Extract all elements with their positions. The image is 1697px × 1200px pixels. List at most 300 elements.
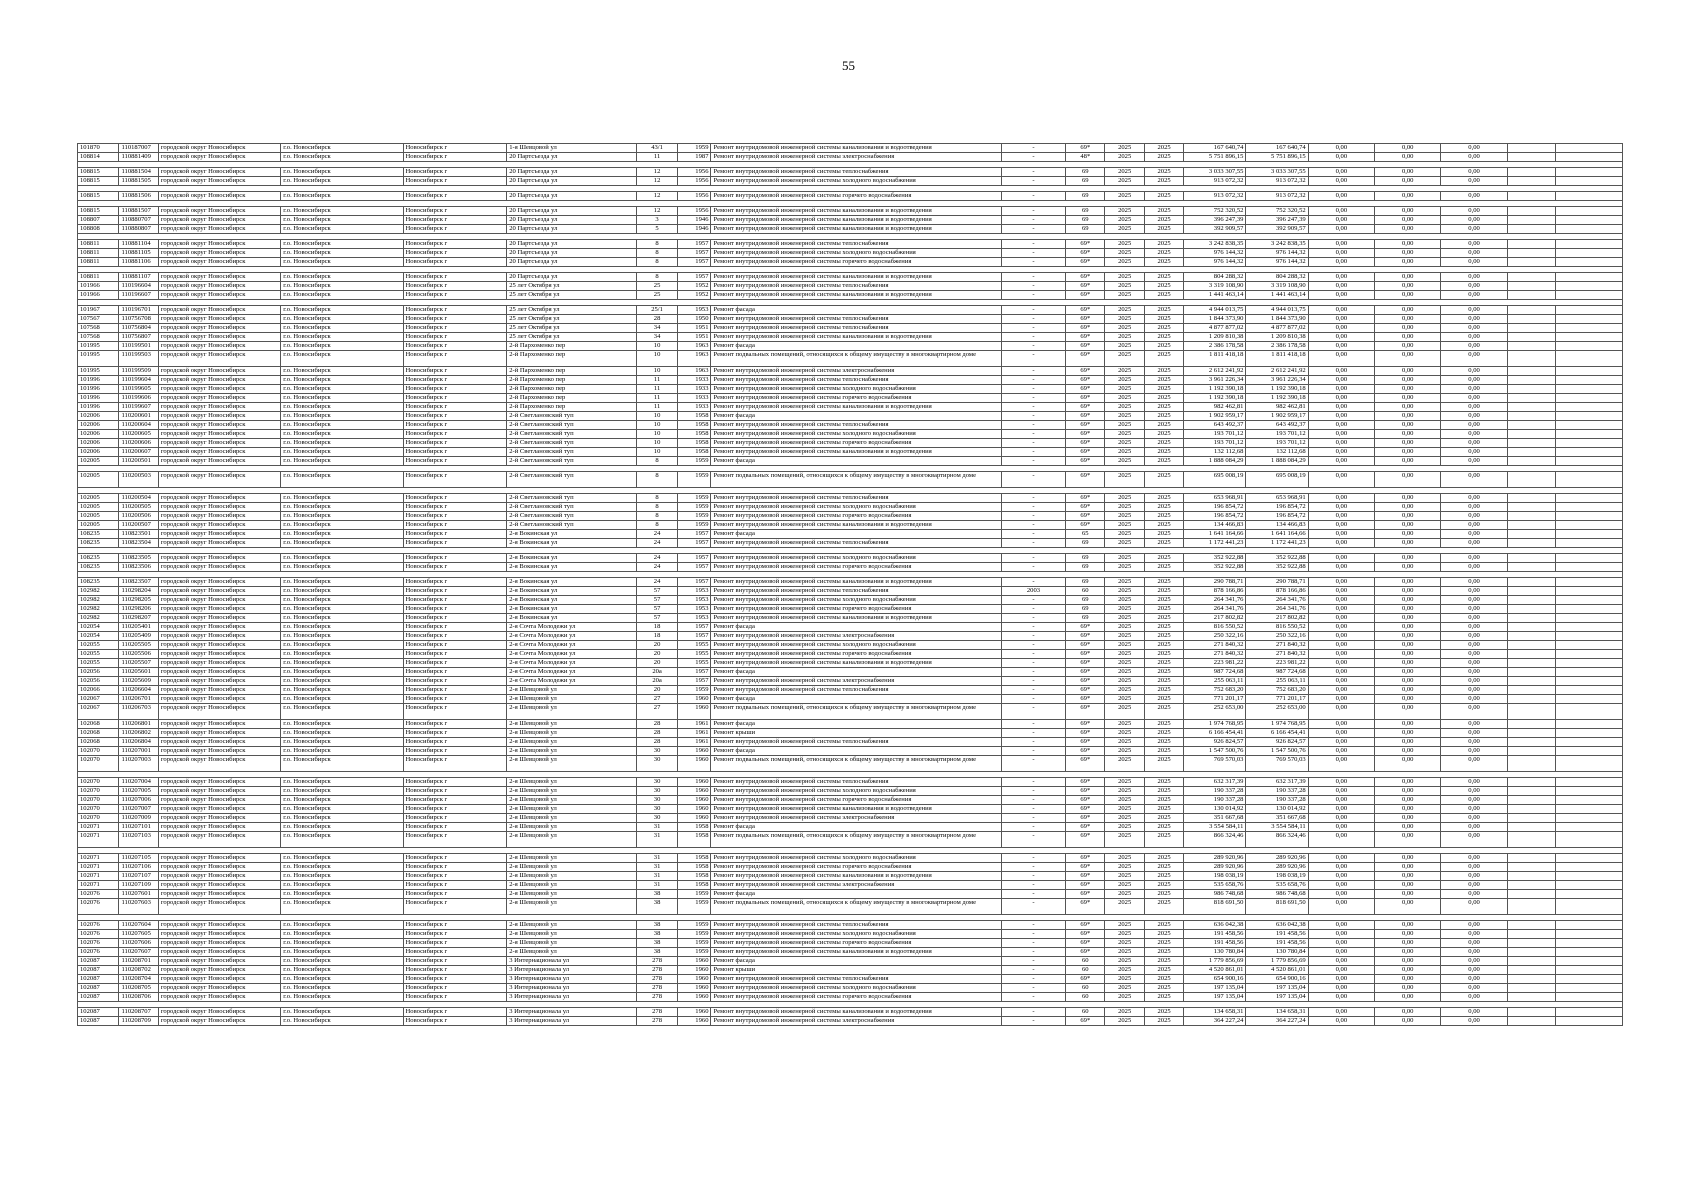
house-number-cell: 11 [636,153,677,162]
district-cell: г.о. Новосибирск [281,823,403,832]
work-code-cell: 110196607 [119,291,158,300]
street-cell: 2-я Шевцовой ул [507,686,637,695]
federal-funds-cell: 0,00 [1308,686,1374,695]
work-type-cell: Ремонт внутридомовой инженерной системы теплоснабжения [711,421,1001,430]
table-row [78,578,1623,587]
empty-cell [1507,814,1556,823]
local-funds-cell: 0,00 [1441,503,1507,512]
street-cell: 2-я Шевцовой ул [507,863,637,872]
settlement-cell: Новосибирск г [403,778,507,787]
empty-cell [1507,494,1556,503]
regional-funds-cell: 0,00 [1375,342,1441,351]
plan-year-2-cell: 2025 [1144,668,1183,677]
work-code-cell: 110207101 [119,823,158,832]
local-funds-cell: 0,00 [1441,695,1507,704]
last-repair-year-cell: - [1001,291,1065,300]
last-repair-year-cell: - [1001,192,1065,201]
house-id-cell: 108811 [78,258,119,267]
municipality-cell: городской округ Новосибирск [158,306,280,315]
total-cost-cell: 223 981,22 [1184,659,1246,668]
local-funds-cell: 0,00 [1441,872,1507,881]
street-cell: 2-й Пархоменко пер [507,385,637,394]
street-cell: 20 Партсъезда ул [507,216,637,225]
plan-year-cell: 2025 [1105,385,1144,394]
regional-funds-cell: 0,00 [1375,192,1441,201]
fund-cost-cell: 223 981,22 [1246,659,1308,668]
regional-funds-cell: 0,00 [1375,403,1441,412]
build-year-cell: 1957 [678,623,711,632]
last-repair-year-cell: - [1001,439,1065,448]
plan-year-2-cell: 2025 [1144,249,1183,258]
local-funds-cell: 0,00 [1441,796,1507,805]
settlement-cell: Новосибирск г [403,494,507,503]
house-id-cell: 102068 [78,729,119,738]
street-cell: 2-й Светлановский туп [507,457,637,466]
service-term-cell: 69* [1066,351,1105,367]
house-id-cell: 108235 [78,554,119,563]
street-cell: 3 Интернационала ул [507,975,637,984]
empty-cell [1507,686,1556,695]
table-row [78,324,1623,333]
settlement-cell: Новосибирск г [403,530,507,539]
local-funds-cell: 0,00 [1441,342,1507,351]
fund-cost-cell: 289 920,96 [1246,854,1308,863]
federal-funds-cell: 0,00 [1308,258,1374,267]
service-term-cell: 69* [1066,623,1105,632]
municipality-cell: городской округ Новосибирск [158,632,280,641]
work-code-cell: 110200503 [119,472,158,488]
empty-cell [1556,258,1623,267]
work-type-cell: Ремонт внутридомовой инженерной системы теплоснабжения [711,975,1001,984]
local-funds-cell: 0,00 [1441,686,1507,695]
last-repair-year-cell: - [1001,729,1065,738]
work-code-cell: 110880807 [119,225,158,234]
build-year-cell: 1963 [678,367,711,376]
regional-funds-cell: 0,00 [1375,177,1441,186]
work-code-cell: 110207005 [119,787,158,796]
street-cell: 2-я Шевцовой ул [507,823,637,832]
federal-funds-cell: 0,00 [1308,530,1374,539]
work-code-cell: 110205601 [119,668,158,677]
house-id-cell: 102071 [78,854,119,863]
service-term-cell: 69* [1066,333,1105,342]
street-cell: 2-я Вокинская ул [507,596,637,605]
street-cell: 2-я Шевцовой ул [507,704,637,720]
federal-funds-cell: 0,00 [1308,168,1374,177]
plan-year-cell: 2025 [1105,823,1144,832]
empty-cell [1507,554,1556,563]
municipality-cell: городской округ Новосибирск [158,521,280,530]
regional-funds-cell: 0,00 [1375,729,1441,738]
table-row [78,948,1623,957]
table-row [78,623,1623,632]
empty-cell [1556,787,1623,796]
work-code-cell: 110206804 [119,738,158,747]
plan-year-cell: 2025 [1105,376,1144,385]
house-id-cell: 102056 [78,677,119,686]
house-number-cell: 38 [636,948,677,957]
work-type-cell: Ремонт внутридомовой инженерной системы холодного водоснабжения [711,787,1001,796]
municipality-cell: городской округ Новосибирск [158,225,280,234]
last-repair-year-cell: - [1001,677,1065,686]
federal-funds-cell: 0,00 [1308,930,1374,939]
work-code-cell: 110199604 [119,376,158,385]
fund-cost-cell: 252 653,00 [1246,704,1308,720]
regional-funds-cell: 0,00 [1375,966,1441,975]
service-term-cell: 69 [1066,168,1105,177]
house-id-cell: 108811 [78,240,119,249]
plan-year-cell: 2025 [1105,939,1144,948]
last-repair-year-cell: - [1001,695,1065,704]
work-code-cell: 110207603 [119,899,158,915]
service-term-cell: 69* [1066,342,1105,351]
work-code-cell: 110200501 [119,457,158,466]
street-cell: 2-й Светлановский туп [507,512,637,521]
settlement-cell: Новосибирск г [403,1008,507,1017]
build-year-cell: 1959 [678,899,711,915]
municipality-cell: городской округ Новосибирск [158,823,280,832]
plan-year-cell: 2025 [1105,805,1144,814]
work-type-cell: Ремонт подвальных помещений, относящихся к общему имуществу в многоквартирном доме [711,899,1001,915]
work-code-cell: 110756708 [119,315,158,324]
service-term-cell: 69* [1066,367,1105,376]
plan-year-cell: 2025 [1105,306,1144,315]
table-body [78,144,1623,1026]
plan-year-cell: 2025 [1105,659,1144,668]
regional-funds-cell: 0,00 [1375,153,1441,162]
settlement-cell: Новосибирск г [403,605,507,614]
regional-funds-cell: 0,00 [1375,258,1441,267]
district-cell: г.о. Новосибирск [281,367,403,376]
federal-funds-cell: 0,00 [1308,778,1374,787]
fund-cost-cell: 987 724,68 [1246,668,1308,677]
build-year-cell: 1958 [678,439,711,448]
street-cell: 25 лет Октября ул [507,315,637,324]
total-cost-cell: 271 840,32 [1184,650,1246,659]
total-cost-cell: 130 780,84 [1184,948,1246,957]
total-cost-cell: 752 320,52 [1184,207,1246,216]
street-cell: 2-я Шевцовой ул [507,899,637,915]
work-code-cell: 110199606 [119,394,158,403]
plan-year-2-cell: 2025 [1144,168,1183,177]
empty-cell [1507,273,1556,282]
work-type-cell: Ремонт крыши [711,966,1001,975]
plan-year-cell: 2025 [1105,521,1144,530]
work-code-cell: 110881504 [119,168,158,177]
empty-cell [1507,153,1556,162]
empty-cell [1507,984,1556,993]
fund-cost-cell: 364 227,24 [1246,1017,1308,1026]
empty-cell [1507,587,1556,596]
work-code-cell: 110823504 [119,539,158,548]
build-year-cell: 1960 [678,796,711,805]
house-number-cell: 8 [636,240,677,249]
service-term-cell: 69* [1066,881,1105,890]
service-term-cell: 60 [1066,966,1105,975]
table-row [78,686,1623,695]
house-id-cell: 102055 [78,650,119,659]
build-year-cell: 1961 [678,729,711,738]
fund-cost-cell: 3 242 838,35 [1246,240,1308,249]
district-cell: г.о. Новосибирск [281,249,403,258]
federal-funds-cell: 0,00 [1308,273,1374,282]
work-type-cell: Ремонт внутридомовой инженерной системы горячего водоснабжения [711,993,1001,1002]
house-number-cell: 30 [636,814,677,823]
house-number-cell: 8 [636,258,677,267]
last-repair-year-cell: - [1001,207,1065,216]
fund-cost-cell: 193 701,12 [1246,430,1308,439]
last-repair-year-cell: - [1001,225,1065,234]
district-cell: г.о. Новосибирск [281,385,403,394]
empty-cell [1556,225,1623,234]
municipality-cell: городской округ Новосибирск [158,948,280,957]
house-id-cell: 102087 [78,966,119,975]
municipality-cell: городской округ Новосибирск [158,899,280,915]
empty-cell [1507,756,1556,772]
build-year-cell: 1933 [678,403,711,412]
service-term-cell: 69* [1066,324,1105,333]
municipality-cell: городской округ Новосибирск [158,385,280,394]
work-code-cell: 110206802 [119,729,158,738]
service-term-cell: 60 [1066,993,1105,1002]
work-type-cell: Ремонт внутридомовой инженерной системы канализования и водоотведения [711,872,1001,881]
municipality-cell: городской округ Новосибирск [158,805,280,814]
build-year-cell: 1951 [678,333,711,342]
total-cost-cell: 752 683,20 [1184,686,1246,695]
street-cell: 3 Интернационала ул [507,966,637,975]
work-code-cell: 110207003 [119,756,158,772]
service-term-cell: 69* [1066,823,1105,832]
service-term-cell: 48* [1066,153,1105,162]
plan-year-2-cell: 2025 [1144,614,1183,623]
work-type-cell: Ремонт фасада [711,342,1001,351]
regional-funds-cell: 0,00 [1375,787,1441,796]
plan-year-cell: 2025 [1105,641,1144,650]
regional-funds-cell: 0,00 [1375,333,1441,342]
municipality-cell: городской округ Новосибирск [158,659,280,668]
street-cell: 20 Партсъезда ул [507,177,637,186]
last-repair-year-cell: - [1001,930,1065,939]
settlement-cell: Новосибирск г [403,975,507,984]
settlement-cell: Новосибирск г [403,578,507,587]
empty-cell [1556,240,1623,249]
regional-funds-cell: 0,00 [1375,168,1441,177]
settlement-cell: Новосибирск г [403,659,507,668]
district-cell: г.о. Новосибирск [281,412,403,421]
build-year-cell: 1963 [678,351,711,367]
fund-cost-cell: 1 441 463,14 [1246,291,1308,300]
plan-year-2-cell: 2025 [1144,881,1183,890]
build-year-cell: 1960 [678,1017,711,1026]
local-funds-cell: 0,00 [1441,273,1507,282]
service-term-cell: 60 [1066,1008,1105,1017]
plan-year-cell: 2025 [1105,342,1144,351]
empty-cell [1507,207,1556,216]
house-number-cell: 24 [636,563,677,572]
work-code-cell: 110205401 [119,623,158,632]
total-cost-cell: 193 701,12 [1184,439,1246,448]
house-number-cell: 10 [636,412,677,421]
fund-cost-cell: 926 824,57 [1246,738,1308,747]
empty-cell [1556,351,1623,367]
house-number-cell: 27 [636,695,677,704]
empty-cell [1556,823,1623,832]
service-term-cell: 69* [1066,787,1105,796]
settlement-cell: Новосибирск г [403,539,507,548]
empty-cell [1507,503,1556,512]
settlement-cell: Новосибирск г [403,333,507,342]
local-funds-cell: 0,00 [1441,957,1507,966]
fund-cost-cell: 804 288,32 [1246,273,1308,282]
district-cell: г.о. Новосибирск [281,863,403,872]
house-id-cell: 102066 [78,686,119,695]
empty-cell [1507,403,1556,412]
empty-cell [1507,240,1556,249]
street-cell: 2-я Шевцовой ул [507,756,637,772]
local-funds-cell: 0,00 [1441,448,1507,457]
local-funds-cell: 0,00 [1441,1017,1507,1026]
settlement-cell: Новосибирск г [403,563,507,572]
table-row [78,756,1623,772]
federal-funds-cell: 0,00 [1308,448,1374,457]
district-cell: г.о. Новосибирск [281,1008,403,1017]
district-cell: г.о. Новосибирск [281,421,403,430]
empty-cell [1556,614,1623,623]
total-cost-cell: 1 192 390,18 [1184,394,1246,403]
regional-funds-cell: 0,00 [1375,948,1441,957]
federal-funds-cell: 0,00 [1308,578,1374,587]
house-id-cell: 102054 [78,632,119,641]
house-number-cell: 278 [636,993,677,1002]
local-funds-cell: 0,00 [1441,192,1507,201]
fund-cost-cell: 535 658,76 [1246,881,1308,890]
fund-cost-cell: 913 072,32 [1246,192,1308,201]
settlement-cell: Новосибирск г [403,192,507,201]
empty-cell [1507,351,1556,367]
local-funds-cell: 0,00 [1441,641,1507,650]
street-cell: 2-й Светлановский туп [507,503,637,512]
house-number-cell: 24 [636,539,677,548]
empty-cell [1556,291,1623,300]
house-id-cell: 102068 [78,738,119,747]
last-repair-year-cell: - [1001,273,1065,282]
fund-cost-cell: 130 780,84 [1246,948,1308,957]
build-year-cell: 1957 [678,273,711,282]
house-id-cell: 107568 [78,333,119,342]
plan-year-2-cell: 2025 [1144,695,1183,704]
street-cell: 3 Интернационала ул [507,957,637,966]
empty-cell [1556,333,1623,342]
service-term-cell: 69* [1066,921,1105,930]
work-type-cell: Ремонт внутридомовой инженерной системы электроснабжения [711,814,1001,823]
district-cell: г.о. Новосибирск [281,539,403,548]
work-code-cell: 110881106 [119,258,158,267]
last-repair-year-cell: - [1001,984,1065,993]
service-term-cell: 69* [1066,756,1105,772]
empty-cell [1556,177,1623,186]
empty-cell [1556,448,1623,457]
plan-year-2-cell: 2025 [1144,747,1183,756]
house-id-cell: 102006 [78,448,119,457]
plan-year-cell: 2025 [1105,315,1144,324]
municipality-cell: городской округ Новосибирск [158,351,280,367]
settlement-cell: Новосибирск г [403,957,507,966]
settlement-cell: Новосибирск г [403,641,507,650]
work-type-cell: Ремонт внутридомовой инженерной системы холодного водоснабжения [711,930,1001,939]
work-type-cell: Ремонт фасада [711,695,1001,704]
house-number-cell: 57 [636,614,677,623]
plan-year-2-cell: 2025 [1144,993,1183,1002]
plan-year-cell: 2025 [1105,177,1144,186]
work-type-cell: Ремонт подвальных помещений, относящихся к общему имуществу в многоквартирном доме [711,832,1001,848]
work-type-cell: Ремонт фасада [711,623,1001,632]
local-funds-cell: 0,00 [1441,258,1507,267]
plan-year-cell: 2025 [1105,512,1144,521]
build-year-cell: 1957 [678,258,711,267]
street-cell: 2-я Шевцовой ул [507,854,637,863]
federal-funds-cell: 0,00 [1308,412,1374,421]
district-cell: г.о. Новосибирск [281,333,403,342]
municipality-cell: городской округ Новосибирск [158,729,280,738]
house-number-cell: 5 [636,225,677,234]
federal-funds-cell: 0,00 [1308,984,1374,993]
work-type-cell: Ремонт внутридомовой инженерной системы электроснабжения [711,1017,1001,1026]
street-cell: 2-й Светлановский туп [507,494,637,503]
federal-funds-cell: 0,00 [1308,216,1374,225]
federal-funds-cell: 0,00 [1308,291,1374,300]
municipality-cell: городской округ Новосибирск [158,872,280,881]
regional-funds-cell: 0,00 [1375,503,1441,512]
last-repair-year-cell: - [1001,641,1065,650]
work-code-cell: 110823507 [119,578,158,587]
federal-funds-cell: 0,00 [1308,796,1374,805]
work-type-cell: Ремонт внутридомовой инженерной системы горячего водоснабжения [711,863,1001,872]
settlement-cell: Новосибирск г [403,872,507,881]
work-code-cell: 110206604 [119,686,158,695]
federal-funds-cell: 0,00 [1308,966,1374,975]
plan-year-2-cell: 2025 [1144,240,1183,249]
empty-cell [1507,324,1556,333]
table-row [78,168,1623,177]
last-repair-year-cell: - [1001,975,1065,984]
plan-year-2-cell: 2025 [1144,632,1183,641]
local-funds-cell: 0,00 [1441,890,1507,899]
house-id-cell: 102054 [78,623,119,632]
plan-year-cell: 2025 [1105,720,1144,729]
municipality-cell: городской округ Новосибирск [158,144,280,153]
plan-year-cell: 2025 [1105,367,1144,376]
federal-funds-cell: 0,00 [1308,240,1374,249]
federal-funds-cell: 0,00 [1308,512,1374,521]
district-cell: г.о. Новосибирск [281,530,403,539]
empty-cell [1556,796,1623,805]
fund-cost-cell: 264 341,76 [1246,605,1308,614]
house-id-cell: 101967 [78,306,119,315]
settlement-cell: Новосибирск г [403,930,507,939]
house-number-cell: 8 [636,273,677,282]
table-row [78,291,1623,300]
empty-cell [1556,421,1623,430]
table-row [78,796,1623,805]
municipality-cell: городской округ Новосибирск [158,756,280,772]
last-repair-year-cell: - [1001,623,1065,632]
build-year-cell: 1958 [678,854,711,863]
empty-cell [1507,605,1556,614]
street-cell: 2-я Вокинская ул [507,563,637,572]
empty-cell [1507,563,1556,572]
municipality-cell: городской округ Новосибирск [158,686,280,695]
house-id-cell: 102068 [78,720,119,729]
